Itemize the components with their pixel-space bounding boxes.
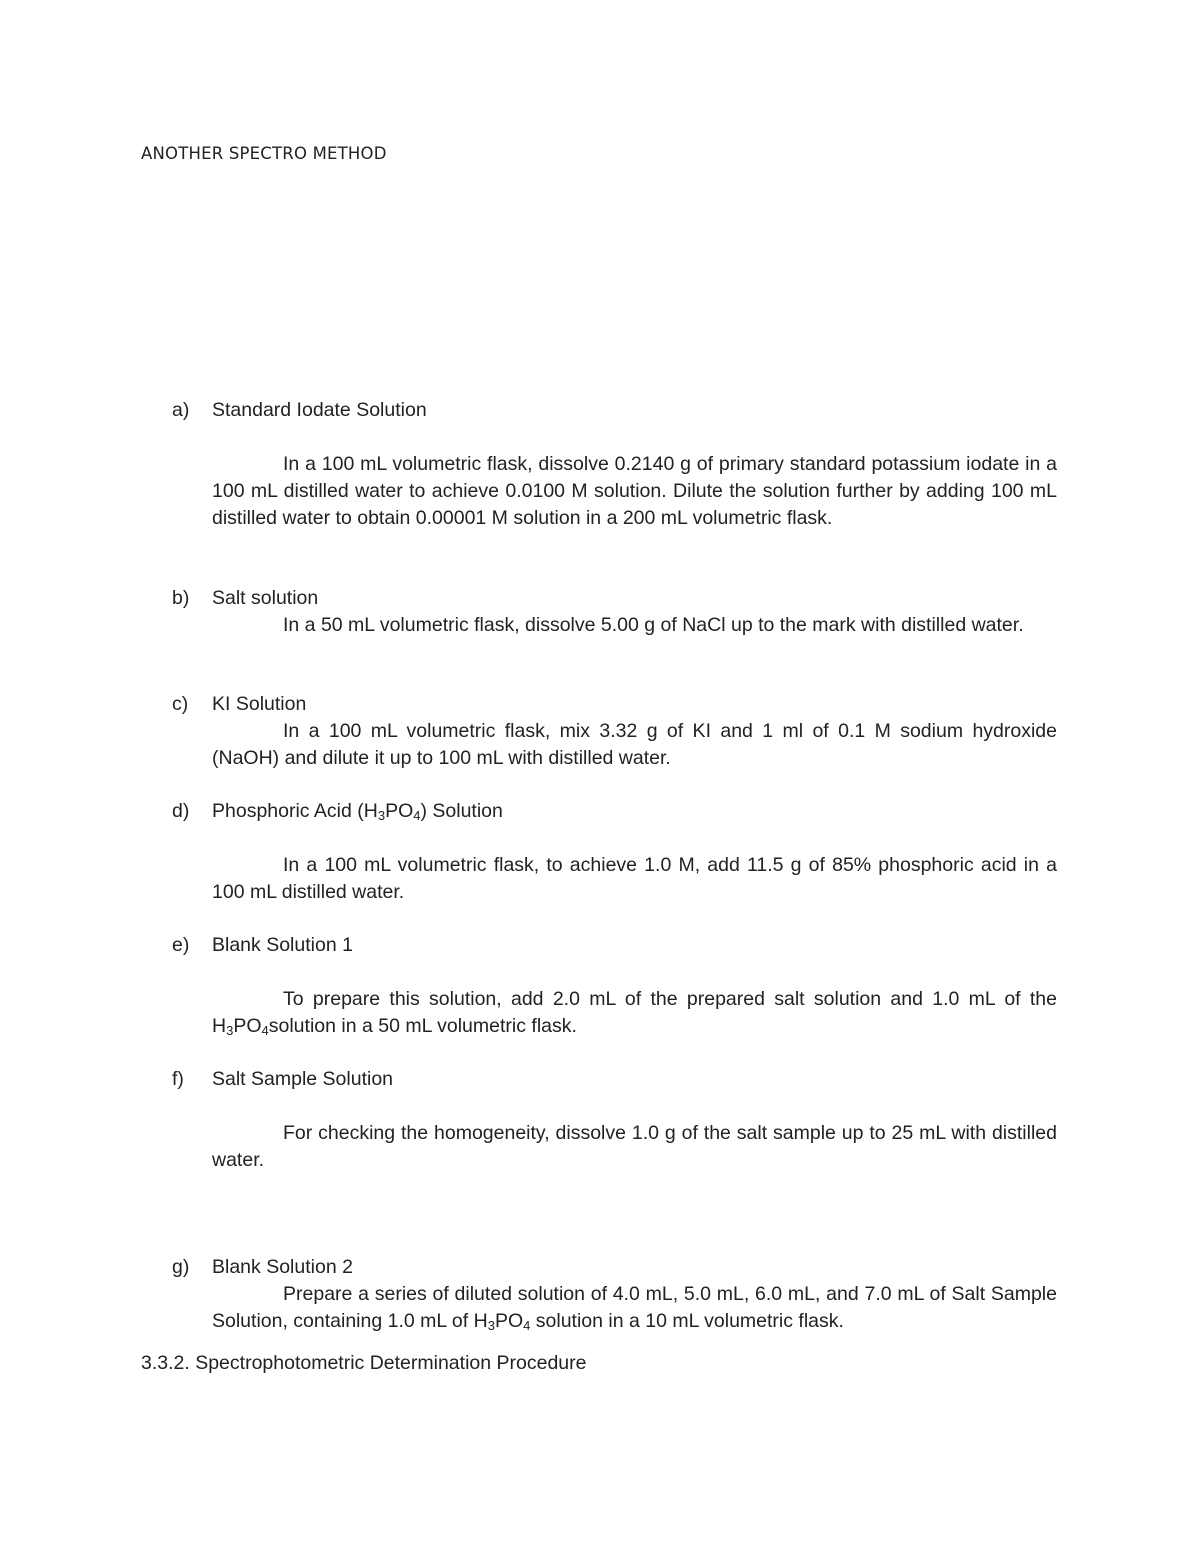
item-paragraph: In a 100 mL volumetric flask, dissolve 0.2140 g of primary standard potassium iodate in a 100 mL distilled water to achieve 0.0100 M solution. Dilute the solution further by adding 100 mL distilled water to obtain 0.00001 M solution in a 200 mL volumetric flask. [212, 453, 1057, 529]
paragraph-text: PO [494, 1310, 524, 1332]
item-heading [212, 798, 503, 825]
heading-text: ) Solution [420, 800, 503, 822]
list-marker: f) [172, 1068, 184, 1090]
item-paragraph [212, 1281, 1057, 1335]
paragraph-text: solution in a 10 mL volumetric flask. [530, 1310, 844, 1332]
list-marker: a) [172, 399, 190, 421]
subscript: 4 [523, 1318, 531, 1333]
heading-text: Phosphoric Acid (H [212, 800, 378, 822]
item-paragraph: In a 100 mL volumetric flask, to achieve 1.0 M, add 11.5 g of 85% phosphoric acid in a 100 mL distilled water. [212, 854, 1057, 903]
document-title: ANOTHER SPECTRO METHOD [141, 144, 387, 163]
subscript: 4 [413, 808, 421, 823]
item-heading: Salt Sample Solution [212, 1068, 394, 1090]
item-heading: KI Solution [212, 693, 307, 715]
heading-text: PO [385, 800, 414, 822]
item-heading: Standard Iodate Solution [212, 399, 427, 421]
subscript: 3 [377, 808, 386, 823]
list-marker: g) [172, 1256, 190, 1278]
paragraph-text: To prepare this solution, add 2.0 mL of the prepared salt solution and 1.0 mL of the H [212, 988, 1057, 1037]
subscript: 3 [226, 1023, 234, 1038]
subscript: 4 [261, 1023, 269, 1038]
paragraph-text: solution in a 50 mL volumetric flask. [268, 1015, 577, 1037]
item-heading: Blank Solution 2 [212, 1256, 353, 1278]
list-marker: c) [172, 693, 189, 715]
list-marker: b) [172, 587, 190, 609]
section-heading: 3.3.2. Spectrophotometric Determination Procedure [141, 1352, 587, 1374]
item-paragraph [212, 986, 1057, 1040]
paragraph-text: PO [233, 1015, 262, 1037]
item-heading: Salt solution [212, 587, 319, 609]
item-paragraph: For checking the homogeneity, dissolve 1.0 g of the salt sample up to 25 mL with distilled water. [212, 1122, 1057, 1171]
item-paragraph: In a 50 mL volumetric flask, dissolve 5.00 g of NaCl up to the mark with distilled water. [283, 614, 1024, 636]
paragraph-text: Prepare a series of diluted solution of 4.0 mL, 5.0 mL, 6.0 mL, and 7.0 mL of Salt Sample Solution, containing 1.0 mL of H [212, 1283, 1057, 1332]
list-marker: d) [172, 800, 190, 822]
list-marker: e) [172, 934, 190, 956]
item-heading: Blank Solution 1 [212, 934, 353, 956]
subscript: 3 [487, 1318, 495, 1333]
item-paragraph: In a 100 mL volumetric flask, mix 3.32 g of KI and 1 ml of 0.1 M sodium hydroxide (NaOH) and dilute it up to 100 mL with distilled water. [212, 720, 1057, 769]
